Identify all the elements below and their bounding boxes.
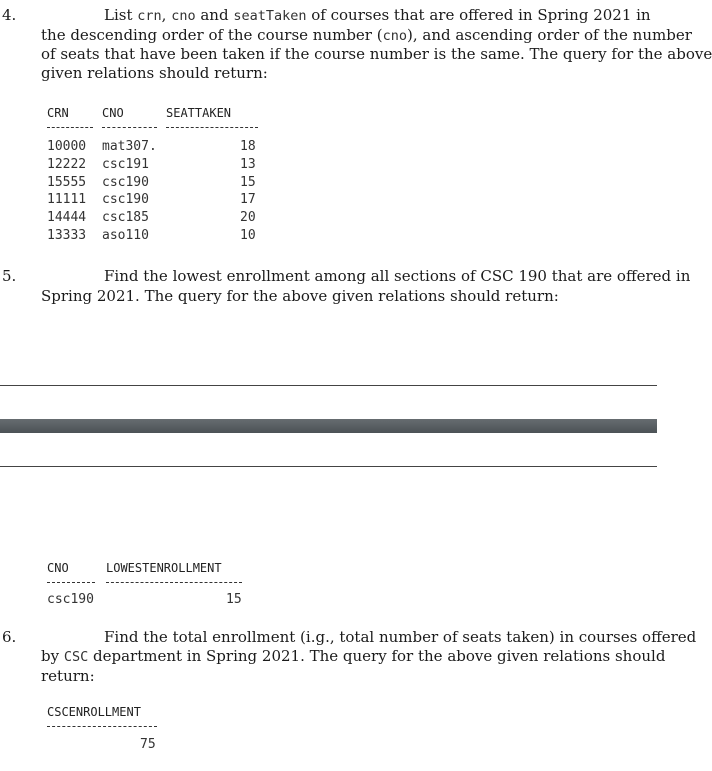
cell-cno: csc190 bbox=[102, 192, 149, 207]
header-underline bbox=[47, 582, 95, 583]
cell-seats: 10 bbox=[240, 228, 256, 243]
divider-line bbox=[0, 385, 657, 386]
cell-seats: 13 bbox=[240, 157, 256, 172]
cell-cno: csc190 bbox=[47, 592, 94, 607]
question-text-line: return: bbox=[41, 667, 95, 685]
cell-seats: 17 bbox=[240, 192, 256, 207]
cell-csc-enrollment: 75 bbox=[140, 737, 156, 752]
cell-crn: 14444 bbox=[47, 210, 87, 225]
cell-seats: 20 bbox=[240, 210, 256, 225]
column-header-cscenrollment: CSCENROLLMENT bbox=[47, 705, 141, 719]
column-header-cno: CNO bbox=[102, 106, 124, 120]
cell-seats: 18 bbox=[240, 139, 256, 154]
question-number: 4. bbox=[2, 6, 17, 24]
header-underline bbox=[166, 127, 258, 128]
column-header-crn: CRN bbox=[47, 106, 69, 120]
divider-line bbox=[0, 466, 657, 467]
header-underline bbox=[47, 127, 93, 128]
question-text-line: the descending order of the course number (cno), and ascending order of the number bbox=[41, 26, 692, 44]
cell-lowest-enrollment: 15 bbox=[226, 592, 242, 607]
question-text-line: by CSC department in Spring 2021. The query for the above given relations should bbox=[41, 647, 666, 665]
question-text-line: List crn, cno and seatTaken of courses that are offered in Spring 2021 in bbox=[104, 6, 651, 24]
question-text-line: Find the total enrollment (i.g., total number of seats taken) in courses offered bbox=[104, 628, 697, 646]
cell-cno: csc185 bbox=[102, 210, 149, 225]
column-header-cno: CNO bbox=[47, 561, 69, 575]
header-underline bbox=[106, 582, 242, 583]
question-number: 5. bbox=[2, 267, 17, 285]
header-underline bbox=[47, 726, 157, 727]
cell-seats: 15 bbox=[240, 175, 256, 190]
cell-crn: 12222 bbox=[47, 157, 87, 172]
cell-crn: 13333 bbox=[47, 228, 87, 243]
cell-cno: csc191 bbox=[102, 157, 149, 172]
cell-cno: aso110 bbox=[102, 228, 149, 243]
page-break-band bbox=[0, 419, 657, 433]
question-text-line: Spring 2021. The query for the above given relations should return: bbox=[41, 287, 559, 305]
cell-crn: 15555 bbox=[47, 175, 87, 190]
cell-crn: 11111 bbox=[47, 192, 87, 207]
cell-cno: csc190 bbox=[102, 175, 149, 190]
column-header-lowestenrollment: LOWESTENROLLMENT bbox=[106, 561, 222, 575]
cell-crn: 10000 bbox=[47, 139, 87, 154]
question-text-line: of seats that have been taken if the course number is the same. The query for the above bbox=[41, 45, 712, 63]
cell-cno: mat307. bbox=[102, 139, 157, 154]
header-underline bbox=[102, 127, 157, 128]
question-text-line: Find the lowest enrollment among all sections of CSC 190 that are offered in bbox=[104, 267, 691, 285]
question-number: 6. bbox=[2, 628, 17, 646]
question-text-line: given relations should return: bbox=[41, 64, 268, 82]
column-header-seattaken: SEATTAKEN bbox=[166, 106, 232, 120]
